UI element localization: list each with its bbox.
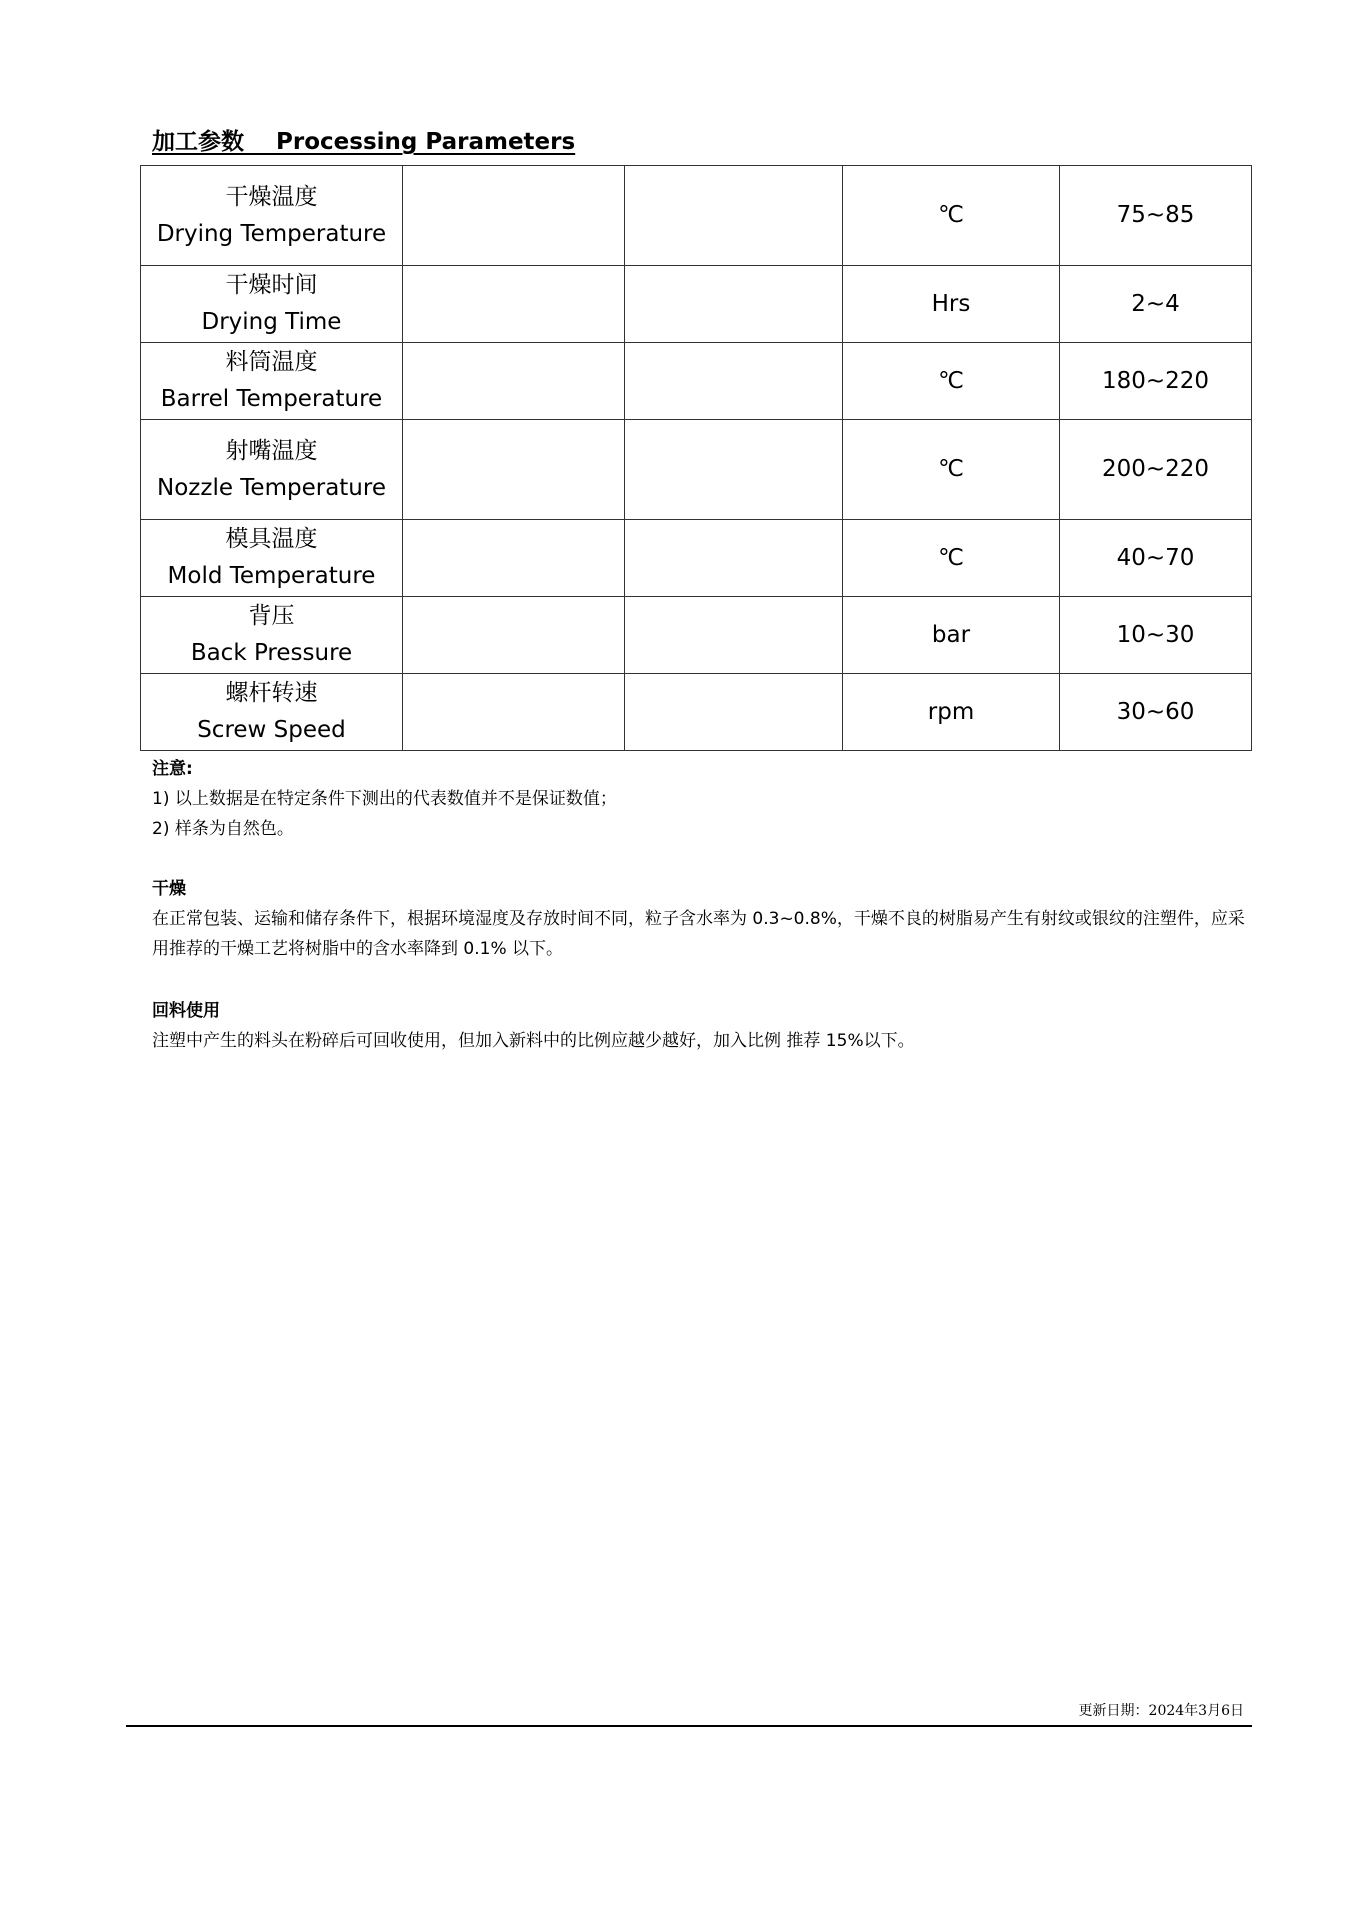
empty-cell (625, 520, 843, 597)
update-date: 更新日期：2024年3月6日 (1078, 1703, 1244, 1719)
table-row (141, 266, 1252, 343)
value-cell: 30~60 (1060, 674, 1252, 751)
note-item: 1) 以上数据是在特定条件下测出的代表数值并不是保证数值； (152, 789, 617, 809)
parameter-name-cell (141, 420, 403, 520)
drying-section (152, 874, 1252, 964)
empty-cell (403, 166, 625, 266)
drying-heading: 干燥 (152, 879, 186, 899)
table-row (141, 166, 1252, 266)
parameter-name-cell (141, 266, 403, 343)
table-row (141, 597, 1252, 674)
parameter-name-cell (141, 343, 403, 420)
parameter-name-cn: 射嘴温度 (225, 437, 318, 464)
value-cell: 180~220 (1060, 343, 1252, 420)
parameter-name-en: Screw Speed (197, 717, 346, 743)
parameter-name-cell (141, 597, 403, 674)
value-cell: 2~4 (1060, 266, 1252, 343)
parameter-name-en: Drying Temperature (156, 220, 387, 247)
value-cell: 10~30 (1060, 597, 1252, 674)
parameter-name-cn: 模具温度 (225, 526, 318, 552)
empty-cell (403, 343, 625, 420)
empty-cell (625, 166, 843, 266)
empty-cell (625, 674, 843, 751)
empty-cell (625, 266, 843, 343)
notes-heading: 注意: (152, 759, 193, 779)
unit-cell: ℃ (843, 420, 1060, 520)
parameter-name-en: Drying Time (201, 309, 342, 335)
parameter-name-cn: 干燥温度 (225, 183, 318, 210)
drying-text: 在正常包装、运输和储存条件下，根据环境湿度及存放时间不同，粒子含水率为 0.3~0.8%，干燥不良的树脂易产生有射纹或银纹的注塑件，应采用推荐的干燥工艺将树脂中的含水率降到 0.1% 以下。 (152, 909, 1245, 959)
unit-cell: bar (843, 597, 1060, 674)
empty-cell (625, 597, 843, 674)
regrind-section (152, 996, 1252, 1056)
empty-cell (403, 674, 625, 751)
table-row (141, 420, 1252, 520)
empty-cell (625, 343, 843, 420)
unit-cell: Hrs (843, 266, 1060, 343)
note-item: 2) 样条为自然色。 (152, 819, 294, 839)
parameter-name-cn: 料筒温度 (225, 349, 318, 375)
value-cell: 75~85 (1060, 166, 1252, 266)
parameter-name-cn: 螺杆转速 (225, 680, 318, 706)
processing-parameters-table (140, 165, 1252, 751)
empty-cell (403, 420, 625, 520)
regrind-heading: 回料使用 (152, 1001, 220, 1021)
parameter-name-cn: 背压 (248, 603, 295, 629)
unit-cell: ℃ (843, 343, 1060, 420)
empty-cell (625, 420, 843, 520)
empty-cell (403, 597, 625, 674)
empty-cell (403, 266, 625, 343)
parameter-name-cell (141, 674, 403, 751)
value-cell: 200~220 (1060, 420, 1252, 520)
parameter-name-cell (141, 166, 403, 266)
footer-divider (126, 1725, 1252, 1727)
unit-cell: rpm (843, 674, 1060, 751)
parameter-name-en: Mold Temperature (167, 563, 376, 589)
value-cell: 40~70 (1060, 520, 1252, 597)
table-row (141, 674, 1252, 751)
notes-section (152, 754, 1252, 844)
table-row (141, 343, 1252, 420)
unit-cell: ℃ (843, 166, 1060, 266)
parameter-name-en: Nozzle Temperature (157, 474, 386, 501)
empty-cell (403, 520, 625, 597)
table-row (141, 520, 1252, 597)
parameter-name-cn: 干燥时间 (225, 272, 318, 298)
parameter-name-en: Barrel Temperature (160, 386, 383, 412)
regrind-text: 注塑中产生的料头在粉碎后可回收使用，但加入新料中的比例应越少越好，加入比例 推荐 15%以下。 (152, 1031, 915, 1051)
parameter-name-en: Back Pressure (190, 640, 353, 666)
unit-cell: ℃ (843, 520, 1060, 597)
parameter-name-cell (141, 520, 403, 597)
page-title: 加工参数 Processing Parameters (152, 129, 576, 155)
